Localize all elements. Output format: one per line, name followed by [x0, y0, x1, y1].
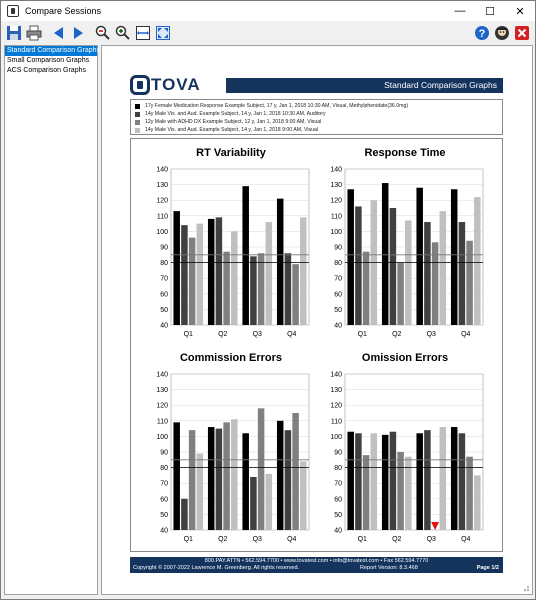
legend-item — [135, 118, 498, 126]
window-title: Compare Sessions — [25, 6, 102, 16]
bar — [189, 238, 196, 325]
previous-icon — [51, 25, 67, 41]
bar — [242, 433, 249, 530]
footer-contact: 800.PAY.ATTN • 562.594.7700 • www.tovatest.com • info@tovatest.com • Fax 562.594.7770 — [204, 558, 429, 564]
fit-page-button[interactable] — [134, 24, 152, 42]
sidebar-item-acs-comparison-graphs[interactable]: ACS Comparison Graphs — [7, 67, 86, 74]
y-tick-label: 140 — [156, 371, 168, 379]
x-tick-label: Q4 — [461, 536, 471, 543]
legend-label: 14y Male Vis. and Aud. Example Subject, 14 y, Jan 1, 2018 10:30 AM, Auditory — [145, 111, 326, 117]
bar — [181, 225, 188, 325]
tova-logo-mark — [130, 75, 150, 95]
report-viewer[interactable] — [101, 45, 533, 595]
chart-title: RT Variability — [196, 147, 266, 159]
bar — [231, 231, 238, 325]
y-tick-label: 40 — [160, 527, 168, 535]
bar — [397, 452, 404, 530]
chart-title: Response Time — [364, 147, 446, 159]
bar — [416, 433, 423, 530]
y-tick-label: 50 — [160, 306, 168, 314]
bar — [231, 419, 238, 530]
y-tick-label: 50 — [334, 306, 342, 314]
bar — [292, 413, 299, 530]
bar — [382, 435, 389, 530]
x-tick-label: Q1 — [183, 331, 193, 338]
logo-text: TOVA — [151, 75, 201, 94]
bar — [390, 208, 397, 325]
y-tick-label: 80 — [160, 260, 168, 268]
title-bar — [1, 1, 535, 21]
y-tick-label: 130 — [330, 387, 342, 395]
bar — [266, 474, 273, 530]
bar — [242, 186, 249, 325]
fit-width-icon — [155, 25, 171, 41]
close-window-button[interactable] — [505, 1, 535, 21]
omission-errors-chart — [323, 352, 487, 548]
y-tick-label: 110 — [330, 418, 342, 426]
rt-variability-chart — [149, 147, 313, 343]
legend-item — [135, 102, 498, 110]
bar — [440, 427, 447, 530]
y-tick-label: 50 — [334, 511, 342, 519]
bar — [189, 430, 196, 530]
x-tick-label: Q1 — [357, 331, 367, 338]
y-tick-label: 120 — [156, 402, 168, 410]
response-time-plot — [323, 147, 487, 343]
report-page — [130, 74, 508, 594]
x-tick-label: Q1 — [357, 536, 367, 543]
x-tick-label: Q2 — [392, 536, 402, 543]
bar — [347, 189, 354, 325]
legend-label: 17y Female Medication Response Example Subject, 17 y, Jan 1, 2018 10:30 AM, Visual, Methylphenidate(36.0mg) — [145, 103, 409, 109]
bar — [390, 432, 397, 530]
user-icon — [494, 25, 510, 41]
response-time-chart — [323, 147, 487, 343]
bar — [181, 499, 188, 530]
bar — [405, 220, 412, 325]
x-tick-label: Q2 — [218, 536, 228, 543]
legend-swatch — [135, 112, 140, 117]
svg-text:?: ? — [478, 28, 486, 40]
y-tick-label: 100 — [156, 433, 168, 441]
tova-logo — [130, 74, 201, 96]
bar — [258, 408, 265, 530]
sidebar-item-small-comparison-graphs[interactable]: Small Comparison Graphs — [7, 57, 90, 64]
bar — [474, 197, 481, 325]
x-tick-label: Q4 — [461, 331, 471, 338]
y-tick-label: 40 — [160, 322, 168, 330]
save-icon — [6, 25, 22, 41]
y-tick-label: 120 — [330, 402, 342, 410]
y-tick-label: 70 — [160, 480, 168, 488]
help-icon — [474, 25, 490, 41]
close-report-button[interactable] — [513, 24, 531, 42]
y-tick-label: 140 — [330, 371, 342, 379]
bar — [474, 475, 481, 530]
bar — [223, 422, 230, 530]
bar — [424, 222, 431, 325]
chart-title: Omission Errors — [361, 352, 449, 364]
footer-version: Report Version: 8.3.468 — [360, 565, 418, 571]
previous-button[interactable] — [50, 24, 68, 42]
legend-item — [135, 110, 498, 118]
y-tick-label: 40 — [334, 527, 342, 535]
y-tick-label: 90 — [160, 244, 168, 252]
x-tick-label: Q3 — [252, 331, 262, 338]
bar — [216, 429, 223, 530]
bar — [216, 217, 223, 325]
session-legend — [130, 99, 503, 135]
bar — [300, 461, 307, 530]
bar — [382, 183, 389, 325]
y-tick-label: 120 — [330, 197, 342, 205]
bar — [440, 211, 447, 325]
help-button[interactable] — [473, 24, 491, 42]
x-tick-label: Q4 — [287, 331, 297, 338]
y-tick-label: 80 — [160, 465, 168, 473]
bar — [197, 454, 204, 530]
bar — [451, 189, 458, 325]
x-tick-label: Q3 — [426, 536, 436, 543]
bar — [424, 430, 431, 530]
bar — [285, 253, 292, 325]
legend-item — [135, 126, 498, 134]
legend-label: 12y Male with ADHD DX Example Subject, 12 y, Jan 1, 2018 9:00 AM, Visual — [145, 119, 322, 125]
y-tick-label: 80 — [334, 260, 342, 268]
rt-variability-plot — [149, 147, 313, 343]
y-tick-label: 100 — [330, 228, 342, 236]
x-tick-label: Q3 — [426, 331, 436, 338]
chart-title: Commission Errors — [179, 352, 283, 364]
y-tick-label: 90 — [334, 244, 342, 252]
bar — [277, 199, 284, 325]
minimize-button[interactable] — [445, 1, 475, 21]
x-tick-label: Q1 — [183, 536, 193, 543]
close-icon: ✕ — [515, 5, 525, 18]
zoom-in-button[interactable] — [114, 24, 132, 42]
bar — [300, 217, 307, 325]
y-tick-label: 50 — [160, 511, 168, 519]
y-tick-label: 100 — [330, 433, 342, 441]
bar — [451, 427, 458, 530]
user-button[interactable] — [493, 24, 511, 42]
zoom-out-button[interactable] — [94, 24, 112, 42]
legend-swatch — [135, 104, 140, 109]
fit-width-button[interactable] — [154, 24, 172, 42]
save-button[interactable] — [5, 24, 23, 42]
y-tick-label: 110 — [330, 213, 342, 221]
commission-errors-plot — [149, 352, 313, 548]
y-tick-label: 90 — [160, 449, 168, 457]
zoom-in-icon — [115, 25, 131, 41]
bar — [197, 224, 204, 325]
y-tick-label: 60 — [334, 496, 342, 504]
y-tick-label: 140 — [156, 166, 168, 174]
close-icon — [514, 25, 530, 41]
maximize-button[interactable] — [475, 1, 505, 21]
bar — [250, 256, 257, 325]
fit-page-icon — [135, 25, 151, 41]
x-tick-label: Q3 — [252, 536, 262, 543]
print-button[interactable] — [25, 24, 43, 42]
y-tick-label: 130 — [156, 387, 168, 395]
y-tick-label: 130 — [156, 182, 168, 190]
bar — [173, 422, 180, 530]
bar — [466, 241, 473, 325]
y-tick-label: 60 — [160, 496, 168, 504]
y-tick-label: 110 — [156, 213, 168, 221]
bar — [250, 477, 257, 530]
y-tick-label: 60 — [160, 291, 168, 299]
bar — [363, 455, 370, 530]
y-tick-label: 80 — [334, 465, 342, 473]
y-tick-label: 60 — [334, 291, 342, 299]
legend-swatch — [135, 120, 140, 125]
bar — [258, 253, 265, 325]
bar — [371, 433, 378, 530]
x-tick-label: Q2 — [218, 331, 228, 338]
bar — [173, 211, 180, 325]
y-tick-label: 140 — [330, 166, 342, 174]
y-tick-label: 110 — [156, 418, 168, 426]
bar — [285, 430, 292, 530]
bar — [347, 432, 354, 530]
x-tick-label: Q2 — [392, 331, 402, 338]
y-tick-label: 120 — [156, 197, 168, 205]
bar — [277, 421, 284, 530]
resize-grip-icon[interactable] — [520, 582, 530, 592]
y-tick-label: 70 — [334, 275, 342, 283]
y-tick-label: 100 — [156, 228, 168, 236]
report-footer — [130, 557, 503, 573]
x-tick-label: Q4 — [287, 536, 297, 543]
commission-errors-chart — [149, 352, 313, 548]
bar — [266, 222, 273, 325]
zoom-out-icon — [95, 25, 111, 41]
y-tick-label: 70 — [160, 275, 168, 283]
footer-copyright: Copyright © 2007-2022 Lawrence M. Greenberg. All rights reserved. — [133, 565, 300, 571]
sidebar-item-standard-comparison-graphs[interactable]: Standard Comparison Graphs — [7, 47, 100, 54]
report-list — [4, 45, 98, 595]
bar — [292, 264, 299, 325]
tova-app-icon — [7, 5, 19, 17]
bar — [208, 219, 215, 325]
next-button[interactable] — [69, 24, 87, 42]
y-tick-label: 130 — [330, 182, 342, 190]
bar — [459, 433, 466, 530]
footer-page-number: Page 1/2 — [476, 565, 499, 571]
next-icon — [70, 25, 86, 41]
toolbar — [1, 21, 535, 45]
bar — [208, 427, 215, 530]
report-header-title: Standard Comparison Graphs — [226, 78, 503, 93]
y-tick-label: 90 — [334, 449, 342, 457]
bar — [459, 222, 466, 325]
y-tick-label: 40 — [334, 322, 342, 330]
y-tick-label: 70 — [334, 480, 342, 488]
minimize-icon: — — [454, 5, 466, 17]
charts-area — [130, 138, 503, 552]
legend-label: 14y Male Vis. and Aud. Example Subject, 14 y, Jan 1, 2018 9:00 AM, Visual — [145, 127, 319, 133]
bar — [416, 188, 423, 325]
maximize-icon: ☐ — [485, 5, 495, 18]
bar — [355, 206, 362, 325]
bar — [397, 263, 404, 325]
legend-swatch — [135, 128, 140, 133]
print-icon — [26, 25, 42, 41]
omission-errors-plot — [323, 352, 487, 548]
bar — [355, 433, 362, 530]
